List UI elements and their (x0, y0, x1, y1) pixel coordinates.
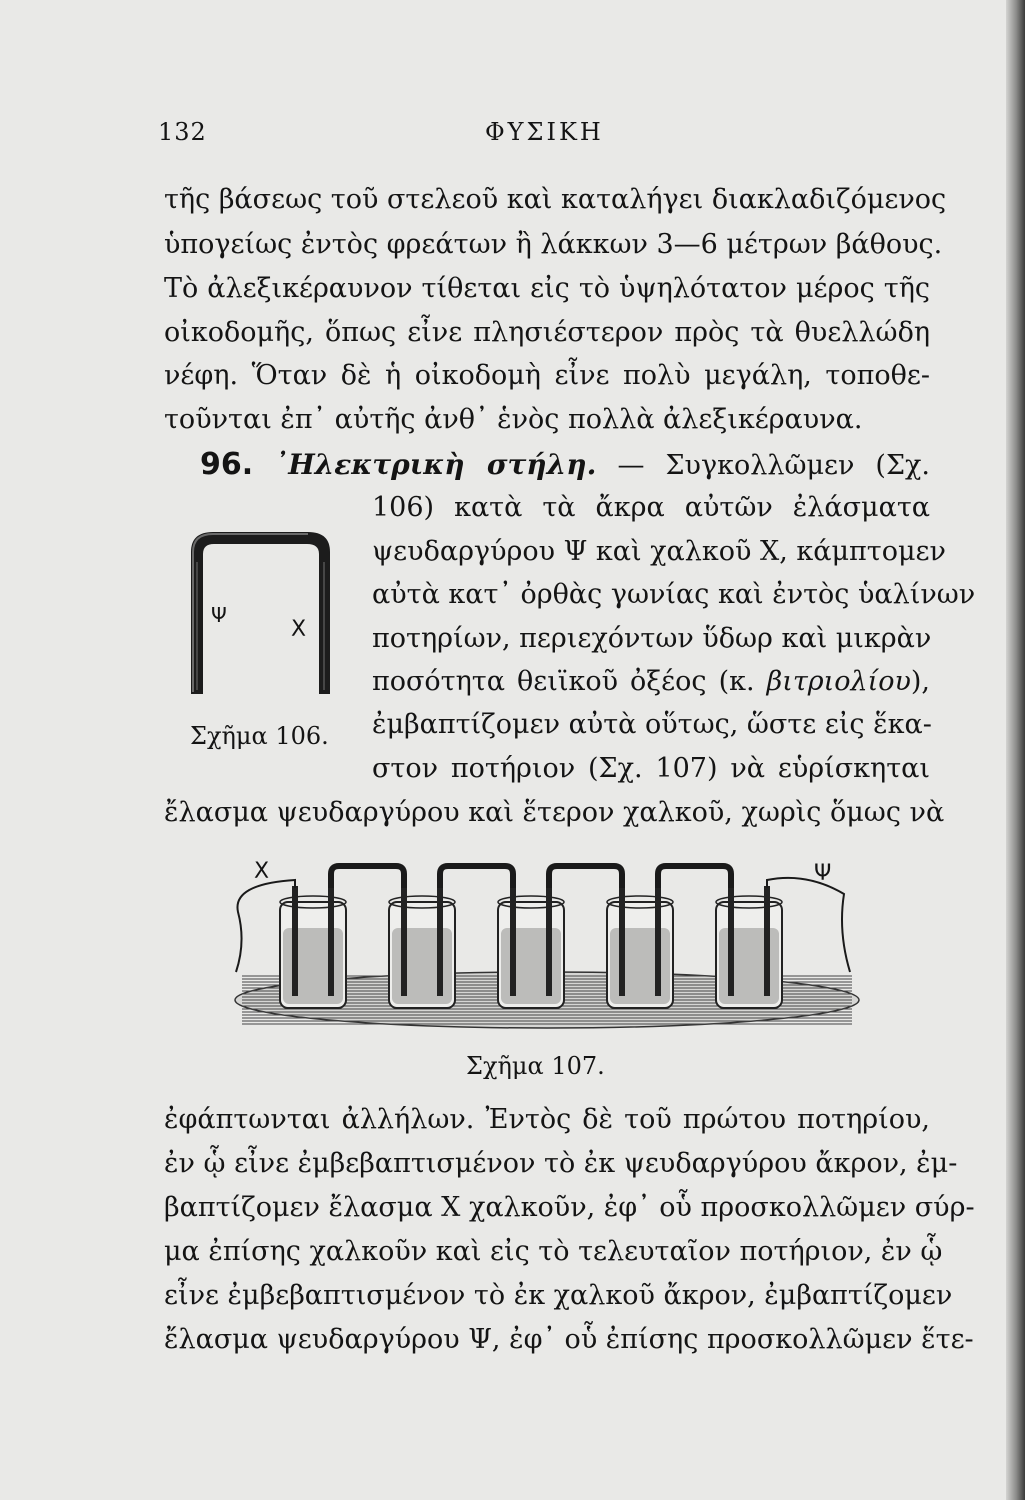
text-line: 106) κατὰ τὰ ἄκρα αὐτῶν ἐλάσματα (372, 492, 930, 523)
text-line: μα ἐπίσης χαλκοῦν καὶ εἰς τὸ τελευταῖον ποτήριον, ἐν ᾧ (164, 1236, 943, 1267)
electrode-right (546, 886, 552, 996)
figure-106-caption: Σχῆμα 106. (190, 722, 329, 750)
figure-107-label-zinc: Ψ (814, 861, 832, 886)
electrode-left (728, 886, 734, 996)
text-line: ποτηρίων, περιεχόντων ὕδωρ καὶ μικρὰν (372, 623, 932, 654)
electrode-left (510, 886, 516, 996)
electrode-left (401, 886, 407, 996)
text-line: ψευδαργύρου Ψ καὶ χαλκοῦ Χ, κάμπτομεν (372, 536, 946, 567)
page-spine-shadow (1006, 0, 1025, 1500)
text-span: ), (910, 666, 930, 697)
text-line: ἐν ᾧ εἶνε ἐμβεβαπτισμένον τὸ ἐκ ψευδαργύρου ἄκρον, ἐμ- (164, 1148, 958, 1179)
text-span: ποσότητα θειϊκοῦ ὀξέος (κ. (372, 666, 767, 697)
connecting-strip (658, 866, 731, 888)
section-heading-line (164, 447, 930, 484)
electrode-right (655, 886, 661, 996)
text-line: ἔλασμα ψευδαργύρου καὶ ἕτερον χαλκοῦ, χωρὶς ὅμως νὰ (164, 797, 945, 828)
text-line: ἐφάπτωνται ἀλλήλων. Ἐντὸς δὲ τοῦ πρώτου ποτηρίου, (164, 1104, 930, 1135)
connecting-strip (549, 866, 622, 888)
electrode-right (764, 886, 770, 996)
text-line: ἐμβαπτίζομεν αὐτὰ οὕτως, ὥστε εἰς ἕκα- (372, 709, 932, 740)
text-italic: βιτριολίου (766, 666, 911, 697)
text-line: ὑπογείως ἐντὸς φρεάτων ἢ λάκκων 3—6 μέτρων βάθους. (164, 229, 943, 260)
running-head: ΦΥΣΙΚΗ (485, 118, 604, 146)
figure-107-battery (232, 850, 862, 1040)
section-number: 96. (200, 447, 254, 482)
electrode-right (437, 886, 443, 996)
text-line (372, 664, 930, 700)
text-line: οἰκοδομῆς, ὅπως εἶνε πλησιέστερον πρὸς τὰ θυελλώδη (164, 317, 930, 348)
text-line: τοῦνται ἐπ᾽ αὐτῆς ἀνθ᾽ ἑνὸς πολλὰ ἀλεξικέραυνα. (164, 404, 863, 435)
text-line: Τὸ ἀλεξικέραυνον τίθεται εἰς τὸ ὑψηλότατον μέρος τῆς (164, 273, 930, 304)
electrode-left (292, 886, 298, 996)
text-line: αὐτὰ κατ᾽ ὀρθὰς γωνίας καὶ ἐντὸς ὑαλίνων (372, 579, 976, 610)
figure-106-label-copper: Χ (291, 617, 307, 642)
text-line: νέφη. Ὅταν δὲ ἡ οἰκοδομὴ εἶνε πολὺ μεγάλη, τοποθε- (164, 360, 930, 391)
text-line: στον ποτήριον (Σχ. 107) νὰ εὑρίσκηται (372, 753, 930, 784)
text-line: εἶνε ἐμβεβαπτισμένον τὸ ἐκ χαλκοῦ ἄκρον, ἐμβαπτίζομεν (164, 1280, 953, 1311)
figure-106-electrode (183, 522, 338, 702)
section-lead: — Συγκολλῶμεν (Σχ. (617, 450, 930, 481)
text-line: ἔλασμα ψευδαργύρου Ψ, ἐφ᾽ οὗ ἐπίσης προσκολλῶμεν ἕτε- (164, 1324, 974, 1355)
figure-106-label-zinc: Ψ (211, 603, 227, 627)
text-line: τῆς βάσεως τοῦ στελεοῦ καὶ καταλήγει διακλαδιζόμενος (164, 184, 947, 215)
connecting-strip (440, 866, 513, 888)
section-title: ᾿Ηλεκτρικὴ στήλη. (274, 448, 597, 481)
connecting-strip (331, 866, 404, 888)
text-line: βαπτίζομεν ἔλασμα Χ χαλκοῦν, ἐφ᾽ οὗ προσκολλῶμεν σύρ- (164, 1192, 975, 1223)
figure-107-label-copper: Χ (254, 859, 270, 884)
figure-107-caption: Σχῆμα 107. (466, 1052, 605, 1080)
page-number: 132 (158, 118, 207, 146)
electrode-right (328, 886, 334, 996)
electrode-left (619, 886, 625, 996)
